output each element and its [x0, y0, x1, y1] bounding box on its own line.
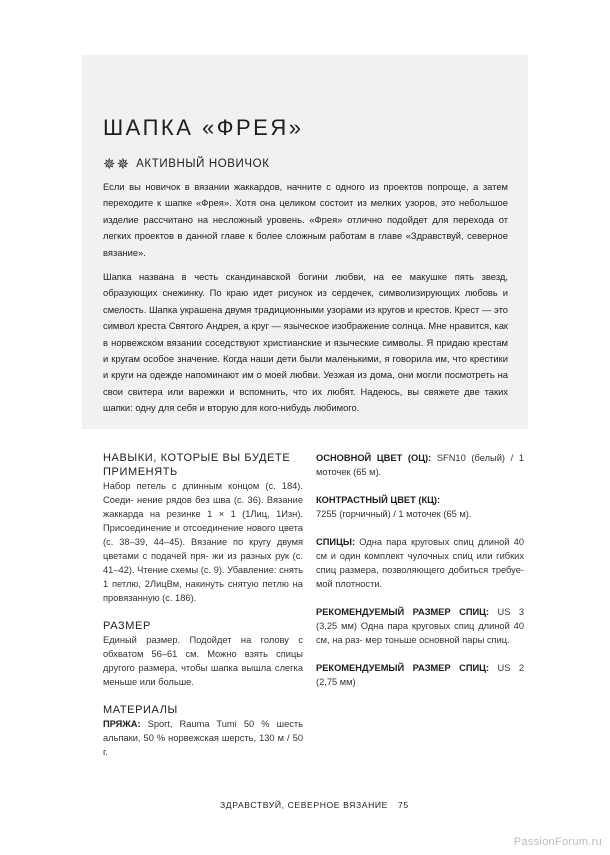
- text-line: 56–61 см. Можно взять спицы другого размера,: [103, 648, 303, 673]
- left-column: [103, 451, 303, 773]
- text-line: Шапка украшена двумя традиционными узорами из кругов и крестов. Крест — это: [148, 303, 508, 315]
- page-number: 75: [398, 800, 409, 810]
- yarn-value: Sport, Rauma Tumi 50 % шесть альпаки,: [103, 718, 303, 743]
- text-line: жи из разных рук (с. 41–42). Чтение схемы (с. 9).: [103, 550, 303, 575]
- text-line: изделие рассчитано на несложный уровень. «Фрея» отлично подойдет для перехода от: [103, 213, 508, 225]
- text-line: снятую петлю на провязанную (с. 186).: [103, 578, 303, 603]
- text-line: Убавление: снять 1 петлю, 2ЛицВм, накинуть: [103, 564, 303, 589]
- chapter-title: ЗДРАВСТВУЙ, СЕВЕРНОЕ ВЯЗАНИЕ: [220, 800, 389, 810]
- text-line: мер тоньше основной пары спиц.: [365, 634, 510, 645]
- rec-needle-size-label: РЕКОМЕНДУЕМЫЙ РАЗМЕР СПИЦ:: [316, 662, 490, 673]
- text-line: Если вы новичок в вязании жаккардов, начните с одного из проектов попроще, а затем: [103, 181, 508, 192]
- text-line: мой плотности.: [316, 578, 383, 589]
- text-line: Набор петель с длинным концом (с. 184). Соеди-: [103, 480, 303, 505]
- difficulty-label: АКТИВНЫЙ НОВИЧОК: [136, 158, 270, 170]
- intro-paragraph: [103, 179, 508, 261]
- rec-needle-size-label: РЕКОМЕНДУЕМЫЙ РАЗМЕР СПИЦ:: [316, 606, 490, 617]
- story-paragraph: [103, 269, 508, 417]
- yarn-label: ПРЯЖА:: [103, 718, 141, 729]
- details-columns: [103, 451, 524, 773]
- text-line: что крестики и круги на одежде напоминают им о моей любви. Уезжая из дома, они могли: [103, 353, 509, 381]
- text-line: 50 % норвежская шерсть, 130 м / 50 г.: [103, 732, 303, 757]
- specs-section: [316, 451, 524, 773]
- text-line: чтобы шапка вышла слегка меньше или больше.: [103, 662, 303, 687]
- text-line: две таких шапки: одну для себя и вторую для кого-нибудь любимого.: [103, 385, 508, 414]
- text-line: Единый размер. Подойдет на голову с обхватом: [103, 634, 303, 659]
- materials-heading: МАТЕРИАЛЫ: [103, 703, 178, 716]
- text-line: нение рядов без шва (с. 36). Вязание жаккарда: [103, 494, 303, 519]
- page-footer: [220, 800, 409, 810]
- difficulty-level: [103, 155, 508, 173]
- materials-section: [103, 703, 303, 759]
- text-line: (65 м).: [353, 466, 382, 477]
- watermark: PassionForum.ru: [513, 836, 602, 848]
- size-heading: РАЗМЕР: [103, 619, 151, 632]
- skills-section: [103, 451, 303, 605]
- skills-heading: ПРИМЕНЯТЬ: [103, 465, 178, 478]
- main-color-value: SFN10 (белый) / 1 моточек: [316, 452, 524, 477]
- text-line: крестам и кругам особое значение. Когда наши дети были маленькими, я говорила им,: [103, 336, 508, 365]
- text-line: спиц размера, позволяющего добиться требуе-: [316, 564, 524, 575]
- contrast-color-label: КОНТРАСТНЫЙ ЦВЕТ (КЦ):: [316, 494, 441, 505]
- text-line: Шапка названа в честь скандинавской богини любви, на ее макушке пять звезд, образующих: [103, 271, 508, 299]
- text-line: легких проектов в данной главе к более сложным работам в главе «Здравствуй, северное: [103, 230, 508, 242]
- text-line: переходите к шапке «Фрея». Хотя она целиком состоит из мелких узоров, это небольшое: [103, 197, 508, 209]
- text-line: как в норвежском вязании соседствуют христианские и языческие символы. Я придаю: [103, 320, 509, 348]
- contrast-color-value: 7255 (горчичный) / 1 моточек (65 м).: [316, 508, 472, 519]
- needles-label: СПИЦЫ:: [316, 536, 356, 547]
- snowflake-icon: ✵✵: [103, 156, 131, 173]
- skills-heading: НАВЫКИ, КОТОРЫЕ ВЫ БУДЕТЕ: [103, 451, 291, 464]
- main-color-label: ОСНОВНОЙ ЦВЕТ (ОЦ):: [316, 452, 432, 463]
- size-section: [103, 619, 303, 689]
- text-line: вязание».: [103, 246, 146, 258]
- text-line: Одна пара круговых спиц длиной 40 см, на раз-: [316, 620, 524, 645]
- text-line: на резинке 1 × 1 (1Лиц, 1Изн). Присоединение: [103, 508, 303, 533]
- rec-needle-size-value: US 3 (3,25 мм): [316, 606, 524, 631]
- intro-panel: [82, 55, 528, 429]
- rec-needle-size-value: US 2 (2,75 мм): [316, 662, 524, 687]
- text-line: см и один комплект чулочных спиц или гибких: [316, 550, 524, 561]
- page-title: ШАПКА «ФРЕЯ»: [103, 115, 304, 140]
- text-line: посмотреть на свои свитера или варежки и вспомнить, что их любят. Надеюсь, вы свяжете: [103, 369, 509, 397]
- text-line: Вязание по кругу двумя цветами с подачей пря-: [103, 536, 303, 561]
- text-line: символ креста Святого Андрея, а круг — языческое изображение солнца. Мне нравится,: [103, 320, 492, 332]
- text-line: и отсоединение нового цвета (с. 38–39, 44–45).: [103, 522, 303, 547]
- needles-value: Одна пара круговых спиц длиной 40: [355, 536, 524, 547]
- text-line: снежинку. По краю идет рисунок из сердечек, символизирующих любовь и смелость.: [103, 287, 508, 315]
